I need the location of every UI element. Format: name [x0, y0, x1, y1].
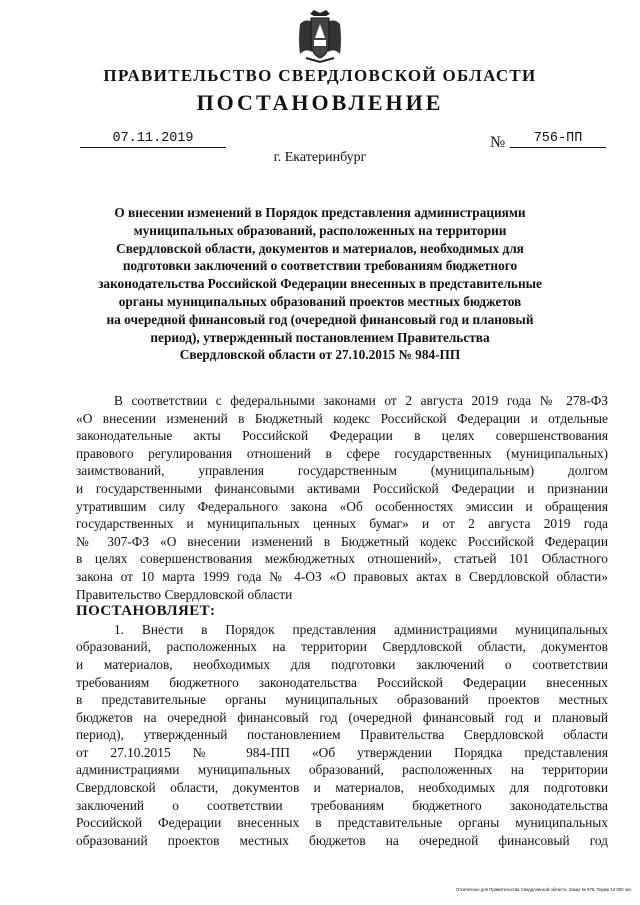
subject-line: законодательства Российской Федерации внесенных в представительные — [98, 276, 542, 292]
item-line: период), утвержденный постановлением Правительства Свердловской области — [76, 727, 608, 743]
item-line: администрациями муниципальных образований, расположенных на территории — [76, 762, 608, 778]
preamble-line: закона от 10 марта 1999 года № 4-ОЗ «О правовых актах в Свердловской области» — [76, 568, 608, 584]
subject-line: муниципальных образований, расположенных на территории — [133, 222, 507, 238]
item-line: образований, расположенных на территории Свердловской области, документов — [76, 639, 608, 655]
document-type-title: ПОСТАНОВЛЕНИЕ — [196, 90, 444, 115]
government-title: ПРАВИТЕЛЬСТВО СВЕРДЛОВСКОЙ ОБЛАСТИ — [103, 66, 537, 85]
item-line: требованиям бюджетного законодательства Российской Федерации внесенных — [76, 674, 608, 690]
preamble-line: законодательные акты Российской Федерации в целях совершенствования — [76, 428, 608, 444]
item-line: Свердловской области, документов и материалов, необходимых для подготовки — [76, 780, 608, 796]
preamble-line: «О внесении изменений в Бюджетный кодекс Российской Федерации и отдельные — [76, 410, 608, 426]
item-line: заключений о соответствии требованиям бюджетного законодательства — [76, 797, 608, 813]
preamble-line: в целях совершенствования межбюджетных отношений», статьей 101 Областного — [76, 551, 608, 567]
preamble-line: утратившим силу Федерального закона «Об особенностях эмиссии и обращения — [76, 498, 608, 514]
item-line: и материалов, необходимых для подготовки заключений о соответствии — [76, 656, 608, 672]
number-sign: № — [490, 134, 506, 151]
subject-line: органы муниципальных образований проектов местных бюджетов — [118, 293, 522, 309]
item-line: образований проектов местных бюджетов на очередной финансовый год — [76, 832, 608, 848]
city-name: г. Екатеринбург — [273, 150, 367, 165]
subject-line: период), утвержденный постановлением Правительства — [150, 329, 490, 345]
subject-line: подготовки заключений о соответствии требованиям бюджетного — [122, 258, 518, 274]
item-line: от 27.10.2015 № 984-ПП «Об утверждении Порядка представления — [76, 744, 608, 760]
subject-line: на очередной финансовый год (очередной финансовый год и плановый — [106, 311, 534, 327]
preamble-line: № 307-ФЗ «О внесении изменений в Бюджетный кодекс Российской Федерации — [76, 533, 608, 549]
preamble-line: В соответствии с федеральными законами от 2 августа 2019 года № 278-ФЗ — [114, 393, 608, 408]
item-line: бюджетов на очередной финансовый год (очередной финансовый год и плановый — [76, 709, 608, 725]
subject-line: Свердловской области, документов и материалов, необходимых для — [116, 240, 524, 256]
document-subject — [60, 204, 580, 364]
subject-line: О внесении изменений в Порядок представления администрациями — [114, 205, 526, 220]
document-date: 07.11.2019 — [80, 131, 226, 148]
preamble-line: заимствований, управления государственным (муниципальным) долгом — [76, 463, 608, 479]
item-line: Российской Федерации внесенных в представительные органы муниципальных — [76, 815, 608, 831]
item-line: 1. Внести в Порядок представления администрациями муниципальных — [114, 621, 608, 637]
preamble-line: и государственными финансовыми активами Российской Федерации и признании — [76, 480, 608, 496]
subject-line: Свердловской области от 27.10.2015 № 984-ПП — [179, 347, 461, 363]
document-number: 756-ПП — [510, 131, 606, 148]
coat-of-arms-emblem — [296, 8, 344, 64]
decree-word: ПОСТАНОВЛЯЕТ: — [76, 603, 216, 620]
preamble-line: правового регулирования отношений в сфере государственных (муниципальных) — [76, 445, 608, 461]
document-body — [76, 392, 608, 849]
preamble-line: государственных и муниципальных ценных бумаг» и от 2 августа 2019 года — [76, 516, 608, 532]
item-line: в представительные органы муниципальных образований проектов местных — [76, 692, 608, 708]
preamble-line: Правительство Свердловской области — [76, 586, 293, 602]
print-footer: Отпечатано для Правительства Свердловской области. Заказ № 575. Тираж 14 000 экз. — [456, 887, 632, 892]
